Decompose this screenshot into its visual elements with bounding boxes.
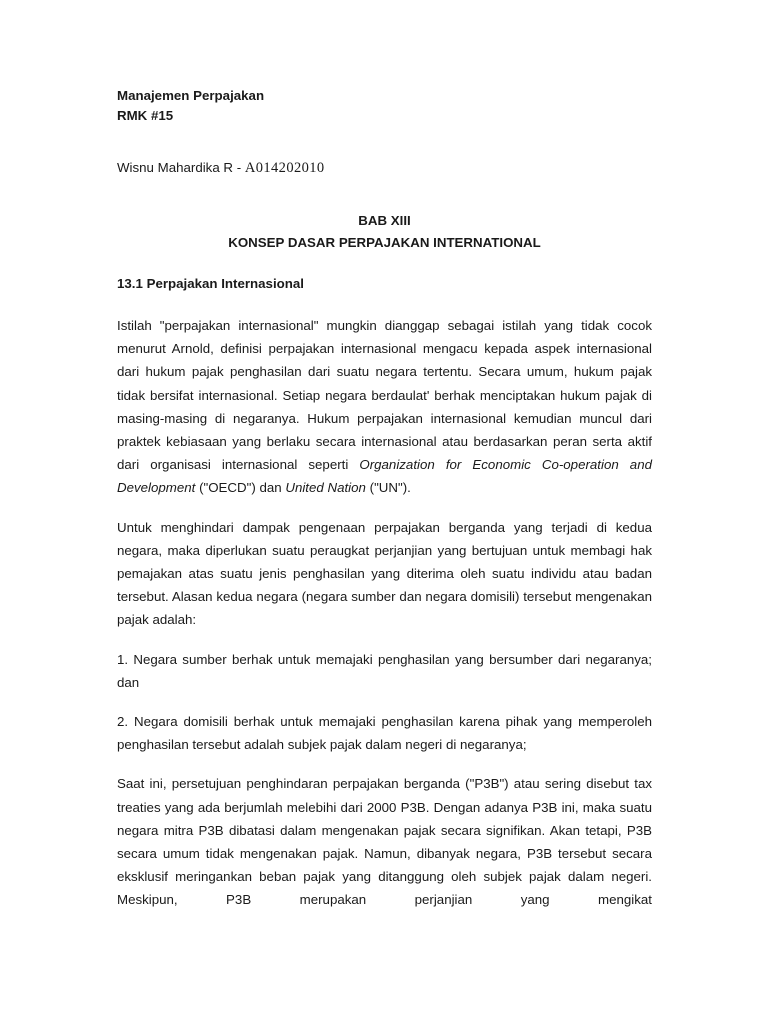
un-name: United Nation — [285, 480, 366, 496]
paragraph-2: Untuk menghindari dampak pengenaan perpajakan berganda yang terjadi di kedua negara, maka diperlukan suatu peraugkat perjanjian yang bertujuan untuk membagi hak pemajakan atas suatu jenis penghasilan yang diterima oleh suatu individu atau badan tersebut. Alasan kedua negara (negara sumber dan negara domisili) tersebut mengenakan pajak adalah: — [117, 519, 652, 628]
document-page — [117, 86, 652, 912]
paragraph-1-text: Istilah "perpajakan internasional" mungkin dianggap sebagai istilah yang tidak cocok menurut Arnold, definisi perpajakan internasional mengacu kepada aspek internasional dari hukum pajak penghasilan dari suatu negara tertentu. Secara umum, hukum pajak tidak bersifat internasional. Setiap negara berdaulat' berhak menciptakan hukum pajak di masing-masing di negaranya. Hukum perpajakan internasional kemudian muncul dari praktek kebiasaan yang berlaku secara internasional atau berdasarkan peran serta aktif dari organisasi internasional seperti — [117, 318, 652, 473]
assignment-label: RMK #15 — [117, 108, 174, 123]
author-name: Wisnu Mahardika R - — [117, 160, 242, 175]
un-abbreviation: ("UN"). — [369, 480, 411, 496]
course-title: Manajemen Perpajakan — [117, 88, 265, 103]
chapter-heading — [117, 210, 652, 254]
paragraph-5: Saat ini, persetujuan penghindaran perpajakan berganda ("P3B") atau sering disebut tax treaties yang ada berjumlah melebihi dari 2000 P3B. Dengan adanya P3B ini, maka suatu negara mitra P3B dibatasi dalam mengenakan pajak secara signifikan. Akan tetapi, P3B secara umum tidak mengenakan pajak. Namun, dibanyak negara, P3B tersebut secara eksklusif meringankan beban pajak yang ditanggung oleh subjek pajak dalam negeri. Meskipun, P3B merupakan perjanjian yang mengikat — [117, 776, 652, 908]
paragraph-1 — [117, 314, 652, 500]
oecd-abbreviation: ("OECD") dan — [199, 480, 282, 496]
oecd-name: Organization for Economic Co-operation and Development — [117, 457, 652, 496]
chapter-number: BAB XIII — [358, 213, 411, 228]
section-heading: 13.1 Perpajakan Internasional — [117, 276, 304, 291]
list-item-2: 2. Negara domisili berhak untuk memajaki penghasilan karena pihak yang memperoleh penghasilan tersebut adalah subjek pajak dalam negeri di negaranya; — [117, 714, 652, 753]
chapter-title: KONSEP DASAR PERPAJAKAN INTERNATIONAL — [228, 235, 541, 250]
student-id: A014202010 — [244, 160, 325, 176]
author-line — [117, 158, 652, 178]
list-item-1: 1. Negara sumber berhak untuk memajaki penghasilan yang bersumber dari negaranya; dan — [117, 651, 652, 690]
